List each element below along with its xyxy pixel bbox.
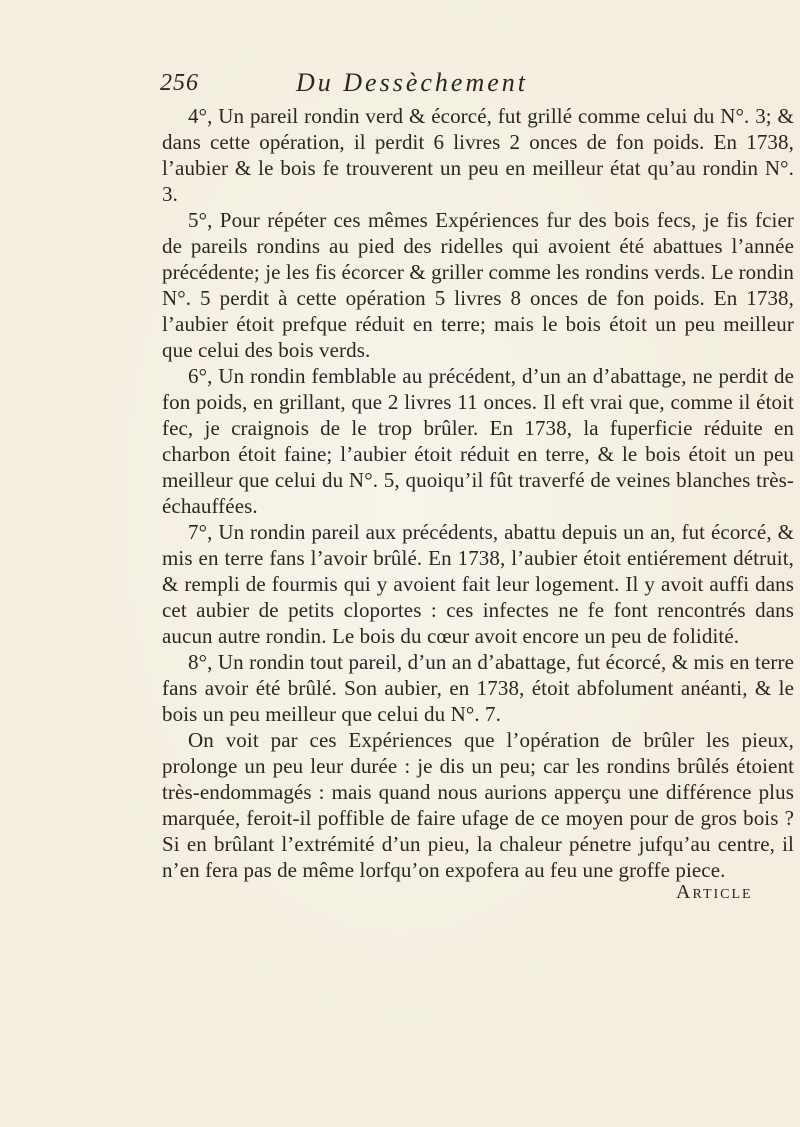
body-text xyxy=(162,103,794,883)
catchword: Article xyxy=(676,881,753,903)
page-header xyxy=(160,68,680,102)
page-number: 256 xyxy=(160,70,199,96)
paragraph-8: 8°, Un rondin tout pareil, d’un an d’abattage, fut écorcé, & mis en terre fans avoir été brûlé. Son aubier, en 1738, étoit abfolument anéanti, & le bois un peu meilleur que celui du N°. 7. xyxy=(162,650,794,726)
paragraph-7: 7°, Un rondin pareil aux précédents, abattu depuis un an, fut écorcé, & mis en terre fans l’avoir brûlé. En 1738, l’aubier étoit entiérement détruit, & rempli de fourmis qui y avoient fait leur logement. Il y avoit auffi dans cet aubier de petits cloportes : ces infectes ne fe font rencontrés dans aucun autre rondin. Le bois du cœur avoit encore un peu de folidité. xyxy=(162,520,794,648)
paragraph-4: 4°, Un pareil rondin verd & écorcé, fut grillé comme celui du N°. 3; & dans cette opération, il perdit 6 livres 2 onces de fon poids. En 1738, l’aubier & le bois fe trouverent un peu en meilleur état qu’au rondin N°. 3. xyxy=(162,104,794,206)
paragraph-6: 6°, Un rondin femblable au précédent, d’un an d’abattage, ne perdit de fon poids, en grillant, que 2 livres 11 onces. Il eft vrai que, comme il étoit fec, je craignois de le trop brûler. En 1738, la fuperficie réduite en charbon étoit faine; l’aubier étoit réduit en terre, & le bois étoit un peu meilleur que celui du N°. 5, quoiqu’il fût traverfé de veines blanches très-échauffées. xyxy=(162,364,794,518)
running-head: Du Dessèchement xyxy=(296,68,528,97)
paragraph-conclusion: On voit par ces Expériences que l’opération de brûler les pieux, prolonge un peu leur durée : je dis un peu; car les rondins brûlés étoient très-endommagés : mais quand nous aurions apperçu une différence plus marquée, feroit-il poffible de faire ufage de ce moyen pour de gros bois ? Si en brûlant l’extrémité d’un pieu, la chaleur pénetre jufqu’au centre, il n’en fera pas de même lorfqu’on expofera au feu une groffe piece. xyxy=(162,728,794,882)
paragraph-5: 5°, Pour répéter ces mêmes Expériences fur des bois fecs, je fis fcier de pareils rondins au pied des ridelles qui avoient été abattues l’année précédente; je les fis écorcer & griller comme les rondins verds. Le rondin N°. 5 perdit à cette opération 5 livres 8 onces de fon poids. En 1738, l’aubier étoit prefque réduit en terre; mais le bois étoit un peu meilleur que celui des bois verds. xyxy=(162,208,795,362)
